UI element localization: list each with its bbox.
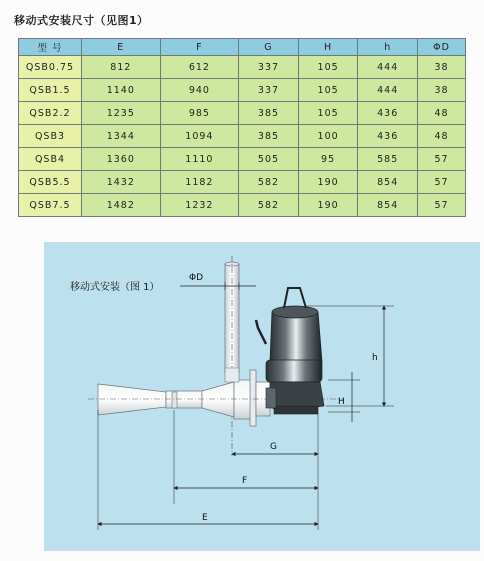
table-row (19, 194, 466, 217)
pump-foot (274, 406, 318, 414)
cell: 612 (160, 56, 239, 79)
cell: 105 (298, 79, 358, 102)
cell: 95 (298, 148, 358, 171)
air-inlet-pipe (172, 392, 177, 408)
header-f: F (160, 39, 239, 56)
pump-volute (266, 360, 322, 382)
f-label: F (242, 476, 248, 486)
ejector-cone (98, 384, 166, 415)
cell: 105 (298, 56, 358, 79)
cell: 38 (418, 56, 466, 79)
header-phi-d: ΦD (418, 39, 466, 56)
pump-motor (270, 312, 322, 362)
cell: 57 (418, 171, 466, 194)
header-model: 型 号 (19, 39, 82, 56)
e-label: E (202, 513, 208, 523)
table-row (19, 79, 466, 102)
cell: 1360 (82, 148, 161, 171)
flange (250, 370, 256, 426)
cell: 57 (418, 148, 466, 171)
table-row (19, 125, 466, 148)
header-g: G (239, 39, 299, 56)
cell: QSB7.5 (19, 194, 82, 217)
pump-handle (284, 288, 306, 308)
header-e: E (82, 39, 161, 56)
cell: 48 (418, 102, 466, 125)
upper-h-label: H (338, 397, 345, 407)
cell: QSB2.2 (19, 102, 82, 125)
h-small-label: h (372, 353, 378, 363)
cell: 1235 (82, 102, 161, 125)
cell: QSB3 (19, 125, 82, 148)
table-row (19, 56, 466, 79)
cell: 582 (239, 171, 299, 194)
cell: 1110 (160, 148, 239, 171)
page-title: 移动式安装尺寸（见图1） (14, 14, 149, 27)
pump-outlet (266, 388, 276, 408)
cell: 385 (239, 125, 299, 148)
cell: 940 (160, 79, 239, 102)
cell: 1482 (82, 194, 161, 217)
cell: QSB1.5 (19, 79, 82, 102)
cell: 436 (358, 125, 418, 148)
pump-motor-top (272, 306, 318, 318)
cell: 337 (239, 79, 299, 102)
cell: QSB0.75 (19, 56, 82, 79)
diagram-caption: 移动式安装（图 1） (70, 282, 160, 293)
table-header-row (19, 39, 466, 56)
cell: 100 (298, 125, 358, 148)
cell: QSB5.5 (19, 171, 82, 194)
cell: 985 (160, 102, 239, 125)
cell: 812 (82, 56, 161, 79)
header-h-small: h (358, 39, 418, 56)
cell: 385 (239, 102, 299, 125)
ejector-diffuser (202, 382, 234, 417)
cell: 190 (298, 171, 358, 194)
cell: 1182 (160, 171, 239, 194)
ejector-body (234, 380, 252, 419)
cell: 436 (358, 102, 418, 125)
cell: 38 (418, 79, 466, 102)
cell: 854 (358, 194, 418, 217)
cell: 444 (358, 56, 418, 79)
table-row (19, 171, 466, 194)
cell: 190 (298, 194, 358, 217)
ejector-throat (166, 391, 202, 408)
cell: 1344 (82, 125, 161, 148)
installation-diagram (44, 242, 480, 551)
table-row (19, 148, 466, 171)
g-label: G (270, 442, 277, 452)
header-h: H (298, 39, 358, 56)
phi-d-label: ΦD (189, 273, 204, 283)
cell: 48 (418, 125, 466, 148)
pump-cable (256, 320, 266, 344)
cell: 337 (239, 56, 299, 79)
riser-elbow (225, 368, 239, 382)
cell: 582 (239, 194, 299, 217)
cell: 1232 (160, 194, 239, 217)
cell: QSB4 (19, 148, 82, 171)
cell: 444 (358, 79, 418, 102)
installation-diagram-panel (44, 242, 480, 551)
cell: 57 (418, 194, 466, 217)
cell: 105 (298, 102, 358, 125)
cell: 1094 (160, 125, 239, 148)
table-row (19, 102, 466, 125)
cell: 505 (239, 148, 299, 171)
cell: 1140 (82, 79, 161, 102)
cell: 1432 (82, 171, 161, 194)
spec-table (18, 38, 466, 217)
cell: 854 (358, 171, 418, 194)
cell: 585 (358, 148, 418, 171)
